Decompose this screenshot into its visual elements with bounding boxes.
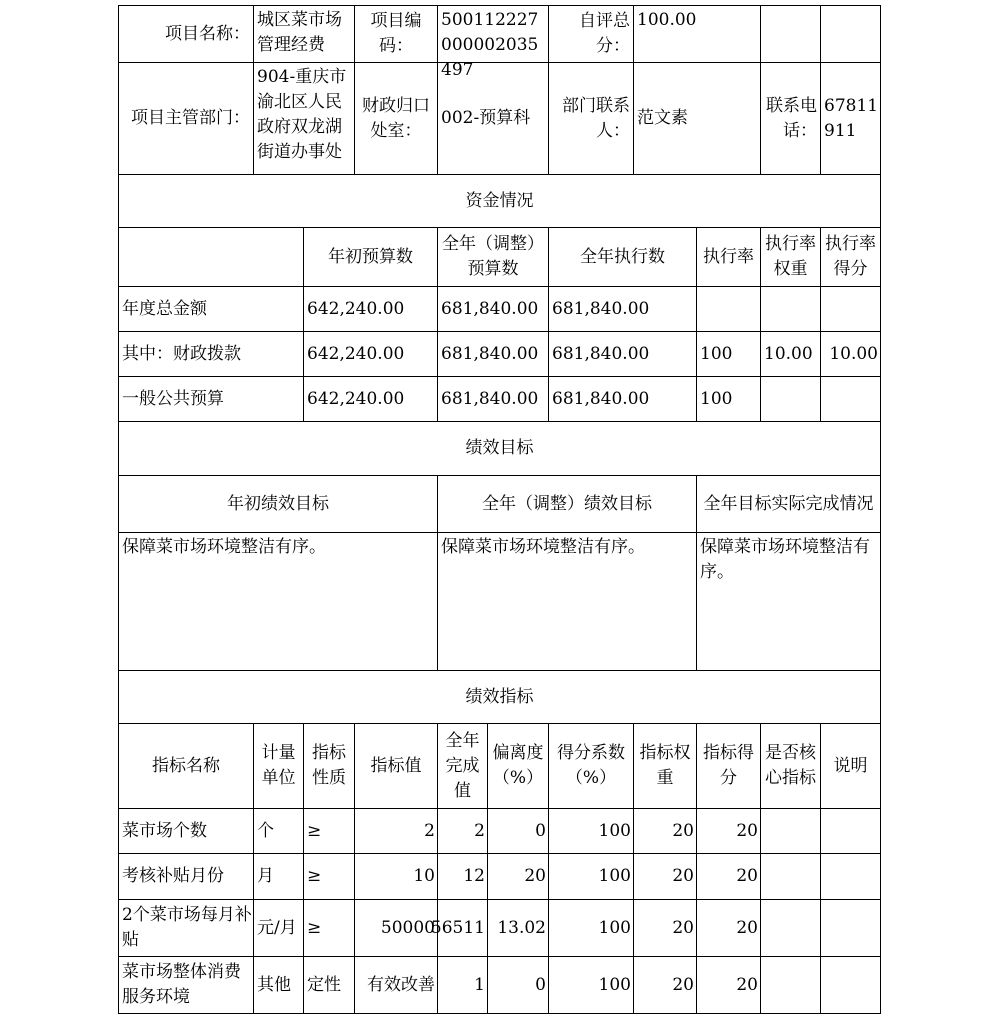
indicator-header: 指标权重 [633,723,697,809]
indicator-deviation: 20 [487,853,549,900]
funds-row-label: 一般公共预算 [118,376,304,422]
empty-cell [760,5,821,63]
funds-initial: 642,240.00 [303,376,438,422]
goals-header: 全年（调整）绩效目标 [437,475,697,533]
indicator-value: 50000 [354,899,438,957]
indicator-weight: 20 [633,899,697,957]
indicator-header: 是否核心指标 [760,723,821,809]
dept-value: 904-重庆市渝北区人民政府双龙湖街道办事处 [253,62,355,175]
indicator-actual: 1 [437,956,488,1014]
funds-weight [760,286,821,332]
indicator-score: 20 [696,899,761,957]
indicator-header: 指标名称 [118,723,254,809]
dept-label: 项目主管部门： [118,62,254,175]
indicator-header: 指标性质 [303,723,355,809]
funds-executed: 681,840.00 [548,376,697,422]
project-code-value: 500112227000002035497 [437,5,549,63]
project-name-label: 项目名称： [118,5,254,63]
funds-score [820,286,881,332]
funds-row-label: 年度总金额 [118,286,304,332]
funds-row-label: 其中：财政拨款 [118,331,304,377]
indicator-score: 20 [696,808,761,854]
funds-header: 全年（调整）预算数 [437,227,549,287]
indicator-name: 菜市场整体消费服务环境 [118,956,254,1014]
funds-header: 执行率 [696,227,761,287]
indicator-header: 指标值 [354,723,438,809]
indicator-header: 得分系数（%） [548,723,634,809]
indicator-nature: ≥ [303,853,355,900]
goals-header: 年初绩效目标 [118,475,438,533]
contact-label: 部门联系人： [548,62,634,175]
empty-cell [820,5,881,63]
self-score-value: 100.00 [633,5,761,63]
funds-header: 年初预算数 [303,227,438,287]
indicator-name: 考核补贴月份 [118,853,254,900]
funds-rate: 100 [696,331,761,377]
indicator-value: 10 [354,853,438,900]
indicator-core [760,899,821,957]
indicators-section-title: 绩效指标 [118,670,881,724]
indicator-note [820,808,881,854]
empty-cell [118,227,304,287]
indicator-nature: ≥ [303,899,355,957]
project-name-value: 城区菜市场管理经费 [253,5,355,63]
indicator-value: 2 [354,808,438,854]
indicator-name: 2个菜市场每月补贴 [118,899,254,957]
finance-office-value: 002-预算科 [437,62,549,175]
funds-weight: 10.00 [760,331,821,377]
funds-section-title: 资金情况 [118,174,881,228]
contact-value: 范文素 [633,62,761,175]
funds-header: 全年执行数 [548,227,697,287]
indicator-actual: 2 [437,808,488,854]
indicator-deviation: 0 [487,808,549,854]
indicator-name: 菜市场个数 [118,808,254,854]
indicator-unit: 月 [253,853,304,900]
indicator-unit: 元/月 [253,899,304,957]
indicator-header: 说明 [820,723,881,809]
goals-section-title: 绩效目标 [118,421,881,476]
funds-weight [760,376,821,422]
indicator-header: 偏离度（%） [487,723,549,809]
indicator-weight: 20 [633,956,697,1014]
funds-adjusted: 681,840.00 [437,376,549,422]
indicator-unit: 其他 [253,956,304,1014]
indicator-score: 20 [696,853,761,900]
indicator-deviation: 13.02 [487,899,549,957]
funds-rate [696,286,761,332]
phone-value: 67811911 [820,62,881,175]
indicator-coef: 100 [548,899,634,957]
funds-initial: 642,240.00 [303,331,438,377]
indicator-core [760,956,821,1014]
indicator-note [820,899,881,957]
indicator-weight: 20 [633,853,697,900]
indicator-unit: 个 [253,808,304,854]
indicator-actual: 56511 [437,899,488,957]
indicator-core [760,853,821,900]
indicator-header: 指标得分 [696,723,761,809]
indicator-actual: 12 [437,853,488,900]
funds-header: 执行率得分 [820,227,881,287]
funds-initial: 642,240.00 [303,286,438,332]
funds-header: 执行率权重 [760,227,821,287]
funds-score: 10.00 [820,331,881,377]
project-code-label: 项目编码： [354,5,438,63]
indicator-note [820,853,881,900]
indicator-score: 20 [696,956,761,1014]
indicator-coef: 100 [548,853,634,900]
indicator-coef: 100 [548,808,634,854]
indicator-deviation: 0 [487,956,549,1014]
funds-executed: 681,840.00 [548,331,697,377]
phone-label: 联系电话： [760,62,821,175]
indicator-header: 全年完成值 [437,723,488,809]
indicator-note [820,956,881,1014]
funds-rate: 100 [696,376,761,422]
goals-header: 全年目标实际完成情况 [696,475,881,533]
funds-executed: 681,840.00 [548,286,697,332]
funds-adjusted: 681,840.00 [437,286,549,332]
indicator-coef: 100 [548,956,634,1014]
self-score-label: 自评总分： [548,5,634,63]
goal-adjusted: 保障菜市场环境整洁有序。 [437,532,697,671]
indicator-nature: ≥ [303,808,355,854]
goal-initial: 保障菜市场环境整洁有序。 [118,532,438,671]
funds-adjusted: 681,840.00 [437,331,549,377]
indicator-nature: 定性 [303,956,355,1014]
funds-score [820,376,881,422]
indicator-weight: 20 [633,808,697,854]
goal-actual: 保障菜市场环境整洁有序。 [696,532,881,671]
indicator-core [760,808,821,854]
indicator-header: 计量单位 [253,723,304,809]
indicator-value: 有效改善 [354,956,438,1014]
finance-office-label: 财政归口处室： [354,62,438,175]
